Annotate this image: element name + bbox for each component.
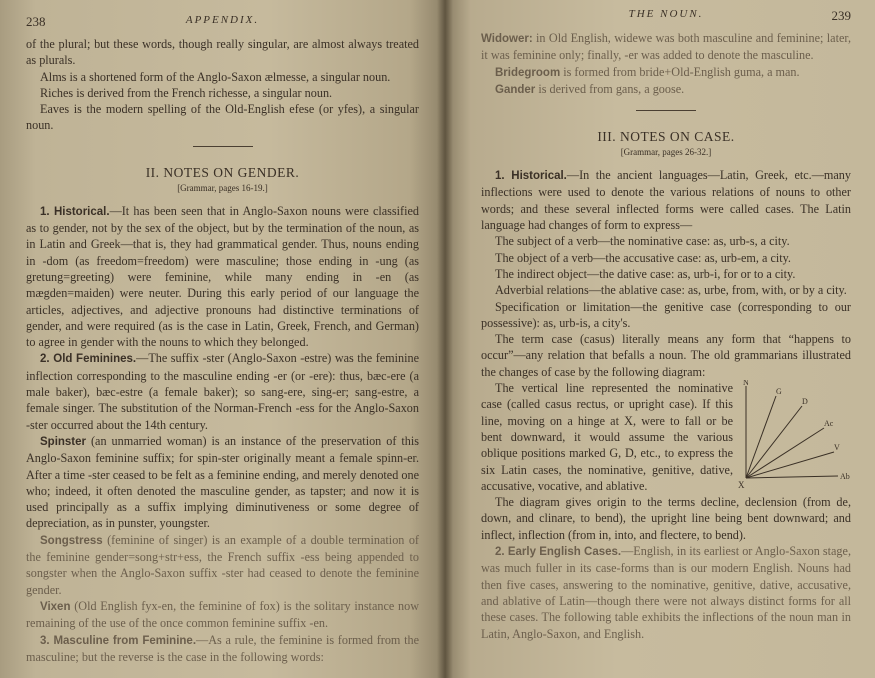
paragraph xyxy=(481,543,851,642)
diagram-label-ac: Ac xyxy=(824,419,834,429)
paragraph-heading: Songstress xyxy=(40,534,103,547)
paragraph xyxy=(481,30,851,64)
paragraph-heading: 1. Historical. xyxy=(40,205,110,218)
paragraph-heading: 2. Old Feminines. xyxy=(40,353,137,366)
section-divider xyxy=(636,110,696,111)
page-number: 238 xyxy=(26,14,46,29)
case-item: The subject of a verb—the nominative case: as, urb-s, a city. xyxy=(495,234,790,249)
case-diagram xyxy=(738,380,853,490)
paragraph-heading: Widower: xyxy=(481,33,533,45)
section-reference: [Grammar, pages 16-19.] xyxy=(177,182,268,193)
diagram-line-accusative xyxy=(746,428,824,478)
right-running-head xyxy=(481,8,851,24)
paragraph: Riches is derived from the French richesse, a singular noun. xyxy=(40,85,333,100)
faded-text-block xyxy=(481,543,851,642)
case-item: The object of a verb—the accusative case: as, urb-em, a city. xyxy=(495,250,791,265)
faded-text-block xyxy=(26,532,419,665)
paragraph-heading: Gander xyxy=(495,83,536,96)
paragraph: The vertical line represented the nominative case (called casus rectus, or upright case). If this line, moving on a hinge at X, were to fall or be bent downward, it would assume the various oblique positions marked G, D, etc., to express the six Latin cases, the nominative, genitive, dative, accusative, vocative, and ablative. xyxy=(481,381,733,493)
paragraph-heading: Spinster xyxy=(40,435,87,448)
paragraph xyxy=(481,64,851,81)
section-reference: [Grammar, pages 26-32.] xyxy=(620,147,712,158)
diagram-line-genitive xyxy=(746,396,776,478)
paragraph xyxy=(26,203,419,351)
diagram-label-ab: Ab xyxy=(840,472,850,482)
section-title: III. NOTES ON CASE. xyxy=(597,129,735,145)
book-gutter xyxy=(437,0,453,678)
paragraph-text: —In the ancient languages—Latin, Greek, etc.—many inflections were used to denote the various relations of nouns to other words; and these several inflected forms were called cases. The Latin language had changes of form to express— xyxy=(481,168,851,233)
paragraph xyxy=(26,532,419,598)
diagram-label-g: G xyxy=(776,387,782,397)
paragraph-text: is formed from bride+Old-English guma, a man. xyxy=(560,64,800,79)
paragraph: Eaves is the modern spelling of the Old-English efese (or yfes), a singular noun. xyxy=(26,102,419,133)
paragraph-text: (Old English fyx-en, the feminine of fox) is the solitary instance now remaining of the use of the once common feminine suffix -en. xyxy=(26,598,419,631)
paragraph xyxy=(481,167,851,233)
paragraph xyxy=(26,598,419,632)
paragraph: of the plural; but these words, though really singular, are almost always treated as plurals. xyxy=(26,37,419,68)
running-title: THE NOUN. xyxy=(628,8,704,20)
paragraph-heading: Bridegroom xyxy=(495,66,561,79)
paragraph xyxy=(26,433,419,532)
diagram-line-ablative xyxy=(746,476,838,478)
diagram-label-v: V xyxy=(834,443,840,453)
case-item: Adverbial relations—the ablative case: as, urbe, from, with, or by a city. xyxy=(495,283,847,298)
left-running-head xyxy=(26,14,419,30)
diagram-label-d: D xyxy=(802,397,808,407)
running-title: APPENDIX. xyxy=(185,14,260,26)
paragraph xyxy=(481,81,851,98)
page-number: 239 xyxy=(831,8,851,23)
right-page xyxy=(445,0,875,678)
case-diagram-block xyxy=(481,380,851,494)
paragraph-heading: 1. Historical. xyxy=(495,170,567,183)
paragraph: The term case (casus) literally means any form that “happens to occur”—any relation that befalls a noun. The old grammarians illustrated the changes of case by the following diagram: xyxy=(481,332,851,379)
case-item: Specification or limitation—the genitive case (corresponding to our possessive): as, urb-is, a city's. xyxy=(481,299,851,330)
diagram-label-x: X xyxy=(738,480,745,491)
paragraph-text: —As a rule, the feminine is formed from the masculine; but the reverse is the case in the following words: xyxy=(26,632,420,664)
diagram-label-n: N xyxy=(743,380,749,388)
paragraph-text: in Old English, widewe was both masculine and feminine; later, it was feminine only; finally, -er was added to denote the masculine. xyxy=(481,31,851,63)
faded-text-block xyxy=(481,30,851,98)
diagram-line-vocative xyxy=(746,452,834,478)
paragraph-text: is derived from gans, a goose. xyxy=(535,81,685,96)
paragraph: The diagram gives origin to the terms decline, declension (from de, down, and clinare, to bend), the upright line being bent downward; and inflect, inflection (from in, into, and flectere, to bend). xyxy=(481,495,851,542)
paragraph-heading: 2. Early English Cases. xyxy=(495,546,622,559)
paragraph-text: —It has been seen that in Anglo-Saxon nouns were classified as to gender, not by the sex of the object, but by the termination of the noun, as in Latin and Greek—that is, they had grammatical gender. Thus, nouns ending in -dom (as freedom=freedom) were masculine; those ending in -ung (as gretung=greeting) were feminine, while many ending in -en (as mægden=maiden) were neuter. During this early period of our language the articles, adjectives, and adjective pronouns had distinctive terminations of gender, and were required (as is the case in Latin, Greek, French, and German) to agree in gender with the nouns to which they belonged. xyxy=(26,203,419,350)
paragraph-text: —English, in its earliest or Anglo-Saxon stage, was much fuller in its case-forms than is our modern English. Nouns had then five cases, answering to the nominative, genitive, dative, accusative, and ablative of Latin—though there were not always distinct forms for all these cases. The following table exhibits the inflections of the noun man in Latin, Anglo-Saxon, and English. xyxy=(481,544,851,641)
case-item: The indirect object—the dative case: as, urb-i, for or to a city. xyxy=(495,266,796,281)
paragraph-text: —The suffix -ster (Anglo-Saxon -estre) was the feminine inflection corresponding to the masculine ending -er (or -ere): thus, bæc-ere (a male baker), bæc-estre (a female baker); so sang-ere, sing-er; sang-estre, a female singer. The substitution of the Norman-French -ess for the Anglo-Saxon -ster occurred about the 14th century. xyxy=(26,351,420,432)
paragraph xyxy=(26,632,419,666)
paragraph-heading: Vixen xyxy=(40,600,71,613)
diagram-line-dative xyxy=(746,406,802,478)
paragraph xyxy=(26,350,419,432)
section-divider xyxy=(193,146,253,147)
paragraph-heading: 3. Masculine from Feminine. xyxy=(40,634,197,647)
paragraph-text: (feminine of singer) is an example of a double termination of the feminine gender=song+str+ess, the French suffix -ess being appended to songster when the Anglo-Saxon suffix -ster had ceased to denote the feminine gender. xyxy=(26,532,419,597)
section-title: II. NOTES ON GENDER. xyxy=(145,164,300,180)
paragraph-text: (an unmarried woman) is an instance of the preservation of this Anglo-Saxon feminine suffix; for spin-ster originally meant a female spinn-er. After a time -ster ceased to be felt as a feminine ending, and merely denoted one who; indeed, it often denoted the masculine gender, as tapster; and now it is used principally as a suffix implying diminutiveness or some degree of depreciation, as in punster, youngster. xyxy=(26,433,419,531)
paragraph: Alms is a shortened form of the Anglo-Saxon ælmesse, a singular noun. xyxy=(40,69,391,84)
